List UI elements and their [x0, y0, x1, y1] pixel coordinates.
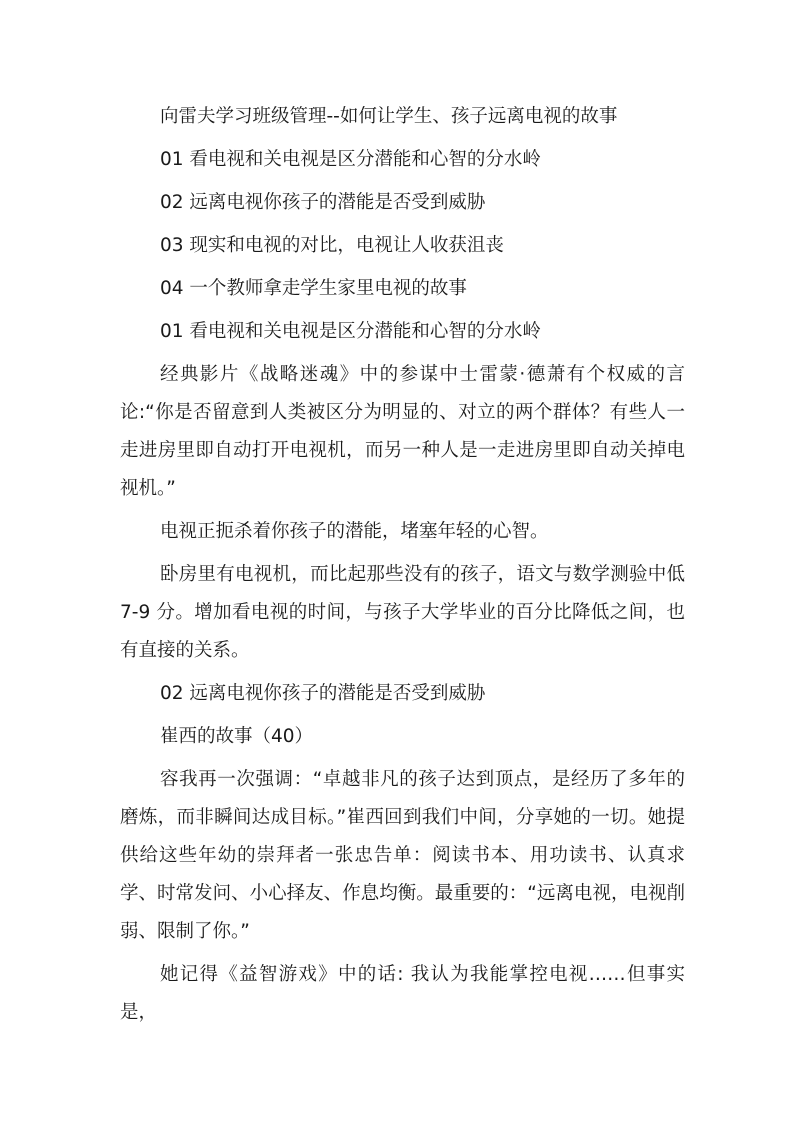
toc-item-1: 01 看电视和关电视是区分潜能和心智的分水岭: [160, 149, 541, 170]
toc-item-2: 02 远离电视你孩子的潜能是否受到威胁: [160, 192, 486, 213]
document-page: [120, 98, 685, 1032]
paragraph-bedroom-tv: 卧房里有电视机，而比起那些没有的孩子，语文与数学测验中低7-9 分。增加看电视的时间，与孩子大学毕业的百分比降低之间，也有直接的关系。: [120, 564, 685, 661]
paragraph-tv-potential: 电视正扼杀着你孩子的潜能，堵塞年轻的心智。: [160, 521, 549, 542]
section-1-heading: 01 看电视和关电视是区分潜能和心智的分水岭: [160, 321, 541, 342]
paragraph-quote: 经典影片《战略迷魂》中的参谋中士雷蒙·德萧有个权威的言论:“你是否留意到人类被区分为明显的、对立的两个群体？有些人一走进房里即自动打开电视机，而另一种人是一走进房里即自动关掉电视机。”: [120, 364, 685, 499]
paragraph-tracy-advice: 容我再一次强调：“卓越非凡的孩子达到顶点，是经历了多年的磨炼，而非瞬间达成目标。”崔西回到我们中间，分享她的一切。她提供给这些年幼的崇拜者一张忠告单：阅读书本、用功读书、认真求学、时常发问、小心择友、作息均衡。最重要的：“远离电视，电视削弱、限制了你。”: [120, 769, 685, 942]
document-title: 向雷夫学习班级管理--如何让学生、孩子远离电视的故事: [160, 106, 618, 127]
toc-item-4: 04 一个教师拿走学生家里电视的故事: [160, 278, 467, 299]
section-2-heading: 02 远离电视你孩子的潜能是否受到威胁: [160, 683, 486, 704]
story-title: 崔西的故事（40）: [160, 726, 314, 747]
paragraph-jeopardy-quote: 她记得《益智游戏》中的话: 我认为我能掌控电视……但事实是，: [120, 964, 685, 1023]
toc-item-3: 03 现实和电视的对比，电视让人收获沮丧: [160, 235, 504, 256]
